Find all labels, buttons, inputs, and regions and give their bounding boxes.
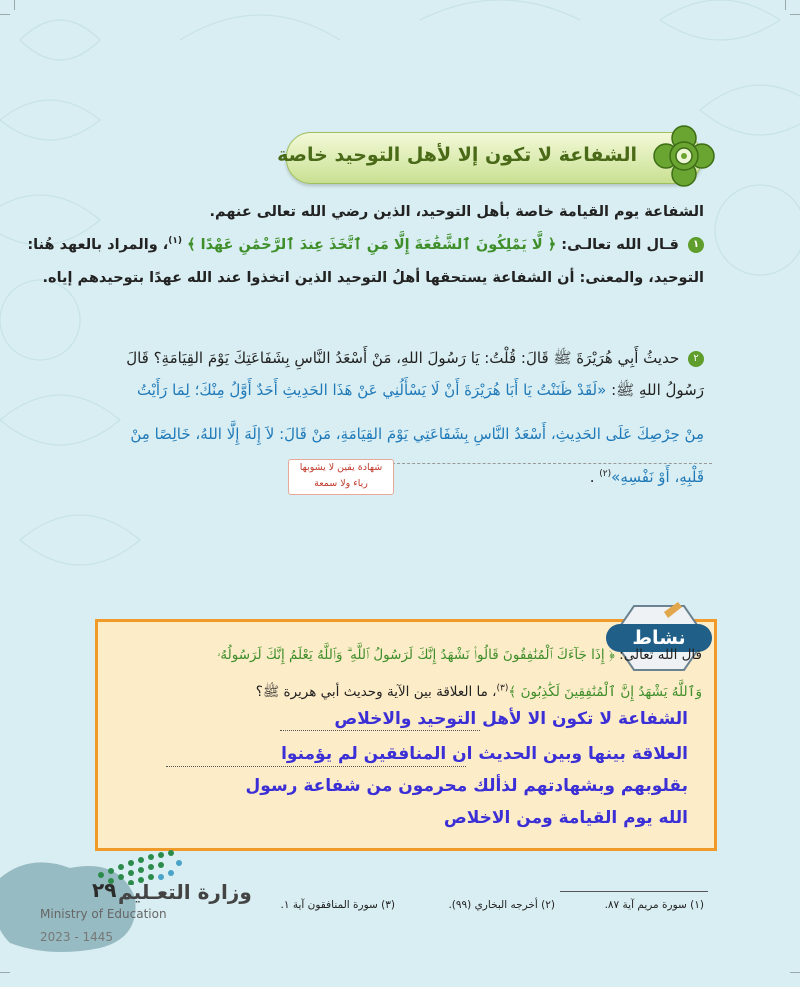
crop-mark [790, 14, 800, 15]
student-answer-line: العلاقة بينها وبين الحديث ان المنافقين لم يؤمنوا [281, 744, 688, 764]
footnote-rule [560, 891, 708, 892]
crop-mark [790, 972, 800, 973]
hadith-line-2 [137, 381, 704, 403]
activity-badge-label: نشاط [632, 627, 686, 649]
hadith-line-3: مِنْ حِرْصِكَ عَلَى الحَدِيثِ، أَسْعَدُ النَّاسِ بِشَفَاعَتِي يَوْمَ القِيَامَةِ، مَنْ قَالَ: لاَ إِلَهَ إِلَّا اللهُ، خَالِصًا مِنْ [130, 425, 704, 443]
evidence-1-prefix: قـال الله تعالـى: [561, 236, 679, 253]
ministry-name-arabic: وزارة التعـليم [118, 880, 252, 904]
flower-emblem-icon [652, 124, 716, 188]
crop-mark [14, 0, 15, 10]
page-number: ٢٩ [92, 878, 117, 902]
number-badge: ١ [688, 237, 704, 253]
footnote-1: (١) سورة مريم آية ٨٧. [604, 899, 704, 911]
activity-verse-part-1: ﴿ إِذَا جَآءَكَ ٱلْمُنَٰفِقُونَ قَالُوا۟ نَشْهَدُ إِنَّكَ لَرَسُولُ ٱللَّهِ ۗ وَٱللَّهُ يَعْلَمُ إِنَّكَ لَرَسُولُهُۥ [217, 647, 615, 663]
evidence-1-line-1 [27, 236, 704, 253]
student-answer-line: بقلوبهم وبشهادتهم لذألك محرمون من شفاعة رسول [245, 776, 688, 796]
activity-prefix: قال الله تعالى: [619, 647, 702, 663]
edition-year: 2023 - 1445 [40, 930, 114, 944]
crop-mark [0, 972, 10, 973]
student-answer-line: الله يوم القيامة ومن الاخلاص [443, 808, 688, 828]
activity-verse-part-2: وَٱللَّهُ يَشْهَدُ إِنَّ ٱلْمُنَٰفِقِينَ لَكَٰذِبُونَ ﴾ [508, 684, 702, 700]
lesson-heading: الشفاعة لا تكون إلا لأهل التوحيد خاصة [277, 144, 637, 166]
hadith-quote-end: قَلْبِهِ، أَوْ نَفْسِهِ» [611, 468, 704, 486]
hadith-intro: حديثُ أَبِي هُرَيْرَةَ ﷺ قَالَ: قُلْتُ: يَا رَسُولَ اللهِ، مَنْ أَسْعَدُ النَّاسِ بِشَفَاعَتِكَ يَوْمَ القِيَامَةِ؟ قَالَ [126, 349, 680, 367]
hadith-line-4: قَلْبِهِ، أَوْ نَفْسِهِ»$^{(٢)}$ . [589, 468, 704, 486]
answer-dotted-line [280, 730, 480, 731]
activity-question: ، ما العلاقة بين الآية وحديث أبي هريرة ﷺ؟ [255, 684, 497, 700]
quran-verse: ﴿ لَّا يَمْلِكُونَ ٱلشَّفَٰعَةَ إِلَّا مَنِ ٱتَّخَذَ عِندَ ٱلرَّحْمَٰنِ عَهْدًا ﴾ [187, 236, 557, 253]
activity-badge [604, 598, 714, 688]
footnote-2: (٢) أخرجه البخاري (٩٩). [448, 899, 555, 911]
student-answer-line: الشفاعة لا تكون الا لأهل التوحيد والاخلاص [334, 709, 688, 729]
footnote-ref: (٣) [496, 683, 509, 694]
annotation-note-line: شهادة يقين لا يشوبها [299, 462, 383, 473]
footnote-3: (٣) سورة المنافقون آية ١. [280, 899, 395, 911]
ministry-name-english: Ministry of Education [40, 907, 167, 921]
crop-mark [0, 14, 10, 15]
crop-mark [785, 0, 786, 10]
number-badge: ٢ [688, 351, 704, 367]
annotation-note [288, 459, 394, 495]
footnote-ref: (٢) [599, 469, 612, 479]
answer-dotted-line [166, 766, 466, 767]
annotation-leader-line [392, 463, 712, 464]
hadith-speaker: رَسُولُ اللهِ ﷺ: [611, 381, 704, 399]
activity-line-2 [256, 683, 702, 703]
evidence-1-line-2: التوحيد، والمعنى: أن الشفاعة يستحقها أهلُ التوحيد الذين اتخذوا عند الله عهدًا بتوحيدهم إياه. [42, 270, 704, 286]
hadith-line-1 [126, 349, 704, 371]
footnote-ref: (١) [168, 236, 183, 246]
activity-line-1 [217, 647, 702, 663]
lesson-heading-banner [277, 132, 702, 184]
evidence-1-suffix: ، والمراد بالعهد هُنا: [27, 236, 169, 253]
hadith-quote: «لَقَدْ ظَنَنْتُ يَا أَبَا هُرَيْرَةَ أَنْ لَا يَسْأَلُنِي عَنْ هَذَا الحَدِيثِ أَحَدٌ أَوَّلُ مِنْكَ؛ لِمَا رَأَيْتُ [136, 381, 607, 399]
intro-paragraph: الشفاعة يوم القيامة خاصة بأهل التوحيد، الذين رضي الله تعالى عنهم. [209, 204, 704, 220]
annotation-note-line: رياء ولا سمعة [314, 478, 368, 489]
